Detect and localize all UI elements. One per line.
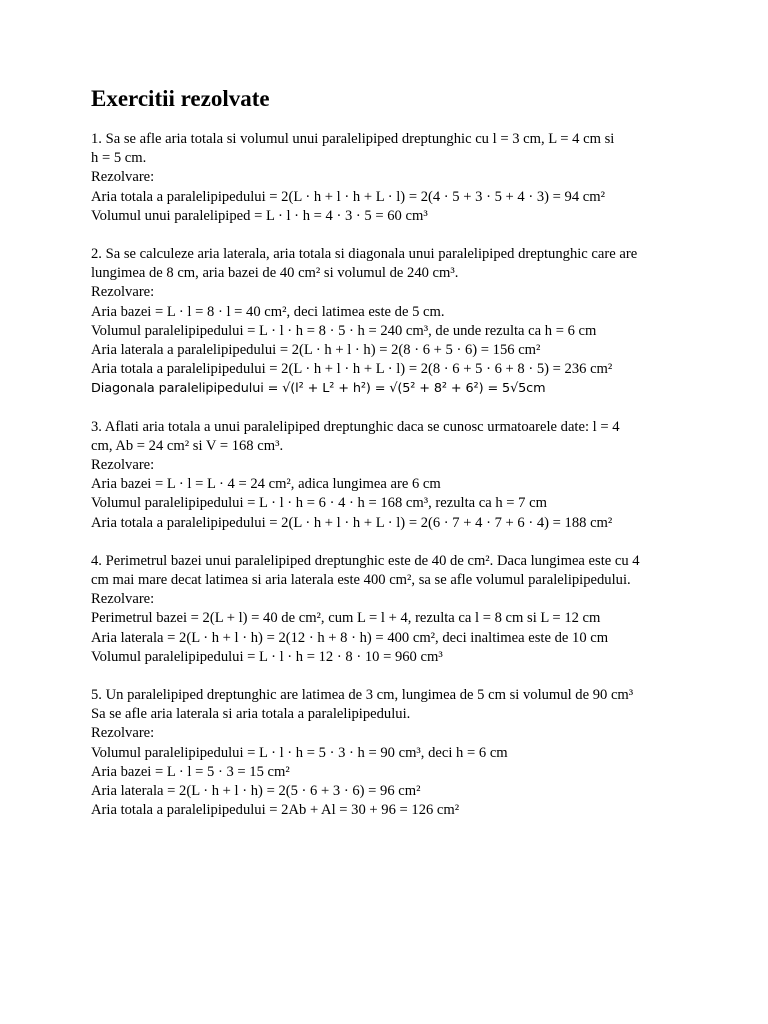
exercise-4-statement-line-2: cm mai mare decat latimea si aria laterala este 400 cm², sa se afle volumul paralelipipedului. [91, 572, 631, 589]
exercise-5-solution-line-3: Aria laterala = 2(L · h + l · h) = 2(5 · 6 + 3 · 6) = 96 cm² [91, 783, 421, 800]
exercise-3-solution-line-1: Aria bazei = L · l = L · 4 = 24 cm², adica lungimea are 6 cm [91, 476, 441, 493]
exercise-2-solution-line-1: Aria bazei = L · l = 8 · l = 40 cm², deci latimea este de 5 cm. [91, 303, 445, 320]
exercise-4-solution-line-2: Aria laterala = 2(L · h + l · h) = 2(12 · h + 8 · h) = 400 cm², deci inaltimea este de 10 cm [91, 629, 609, 646]
exercise-2-solution-line-4: Aria totala a paralelipipedului = 2(L · h + l · h + L · l) = 2(8 · 6 + 5 · 6 + 8 · 5) = 236 cm² [91, 361, 613, 378]
exercise-5 [91, 686, 691, 820]
exercise-5-statement-line-2: Sa se afle aria laterala si aria totala a paralelipipedului. [91, 706, 411, 723]
exercise-5-solution-line-1: Volumul paralelipipedului = L · l · h = 5 · 3 · h = 90 cm³, deci h = 6 cm [91, 744, 508, 761]
exercise-2-diagonal-formula: Diagonala paralelipipedului = √(l² + L² + h²) = √(5² + 8² + 6²) = 5√5cm [91, 381, 546, 397]
exercise-5-solution-line-4: Aria totala a paralelipipedului = 2Ab + Al = 30 + 96 = 126 cm² [91, 802, 460, 819]
exercise-5-statement-line-1: 5. Un paralelipiped dreptunghic are latimea de 3 cm, lungimea de 5 cm si volumul de 90 cm³ [91, 687, 634, 704]
exercise-3-solution-heading: Rezolvare: [91, 457, 155, 474]
page-title: Exercitii rezolvate [91, 86, 270, 111]
exercise-3-statement-line-1: 3. Aflati aria totala a unui paralelipiped dreptunghic daca se cunosc urmatoarele date: l = 4 [91, 418, 620, 435]
exercise-4 [91, 552, 691, 667]
exercise-4-solution-heading: Rezolvare: [91, 591, 155, 608]
exercise-4-solution-line-3: Volumul paralelipipedului = L · l · h = 12 · 8 · 10 = 960 cm³ [91, 648, 443, 665]
exercise-3-statement-line-2: cm, Ab = 24 cm² si V = 168 cm³. [91, 437, 284, 454]
exercise-5-solution-heading: Rezolvare: [91, 725, 155, 742]
exercise-2-statement-line-2: lungimea de 8 cm, aria bazei de 40 cm² si volumul de 240 cm³. [91, 265, 459, 282]
exercise-3-solution-line-2: Volumul paralelipipedului = L · l · h = 6 · 4 · h = 168 cm³, rezulta ca h = 7 cm [91, 495, 547, 512]
exercise-5-solution-line-2: Aria bazei = L · l = 5 · 3 = 15 cm² [91, 763, 290, 780]
exercise-1-statement-line-2: h = 5 cm. [91, 150, 147, 167]
exercise-1-solution-line-2: Volumul unui paralelipiped = L · l · h = 4 · 3 · 5 = 60 cm³ [91, 207, 428, 224]
exercise-2-statement-line-1: 2. Sa se calculeze aria laterala, aria totala si diagonala unui paralelipiped dreptunghic care are [91, 246, 638, 263]
exercise-2-solution-line-2: Volumul paralelipipedului = L · l · h = 8 · 5 · h = 240 cm³, de unde rezulta ca h = 6 cm [91, 322, 597, 339]
document-page [91, 84, 691, 840]
exercise-1-statement-line-1: 1. Sa se afle aria totala si volumul unui paralelipiped dreptunghic cu l = 3 cm, L = 4 cm si [91, 131, 615, 147]
exercise-3-solution-line-3: Aria totala a paralelipipedului = 2(L · h + l · h + L · l) = 2(6 · 7 + 4 · 7 + 6 · 4) = 188 cm² [91, 514, 613, 531]
exercise-1-solution-line-1: Aria totala a paralelipipedului = 2(L · h + l · h + L · l) = 2(4 · 5 + 3 · 5 + 4 · 3) = 94 cm² [91, 188, 605, 205]
exercise-3 [91, 418, 691, 533]
exercise-1 [91, 130, 691, 226]
exercise-2 [91, 245, 691, 399]
exercise-2-solution-heading: Rezolvare: [91, 284, 155, 301]
exercise-1-solution-heading: Rezolvare: [91, 169, 155, 186]
exercise-4-solution-line-1: Perimetrul bazei = 2(L + l) = 40 de cm², cum L = l + 4, rezulta ca l = 8 cm si L = 12 cm [91, 610, 601, 627]
exercise-4-statement-line-1: 4. Perimetrul bazei unui paralelipiped dreptunghic este de 40 de cm². Daca lungimea este cu 4 [91, 552, 640, 569]
exercise-2-solution-line-3: Aria laterala a paralelipipedului = 2(L · h + l · h) = 2(8 · 6 + 5 · 6) = 156 cm² [91, 342, 541, 359]
